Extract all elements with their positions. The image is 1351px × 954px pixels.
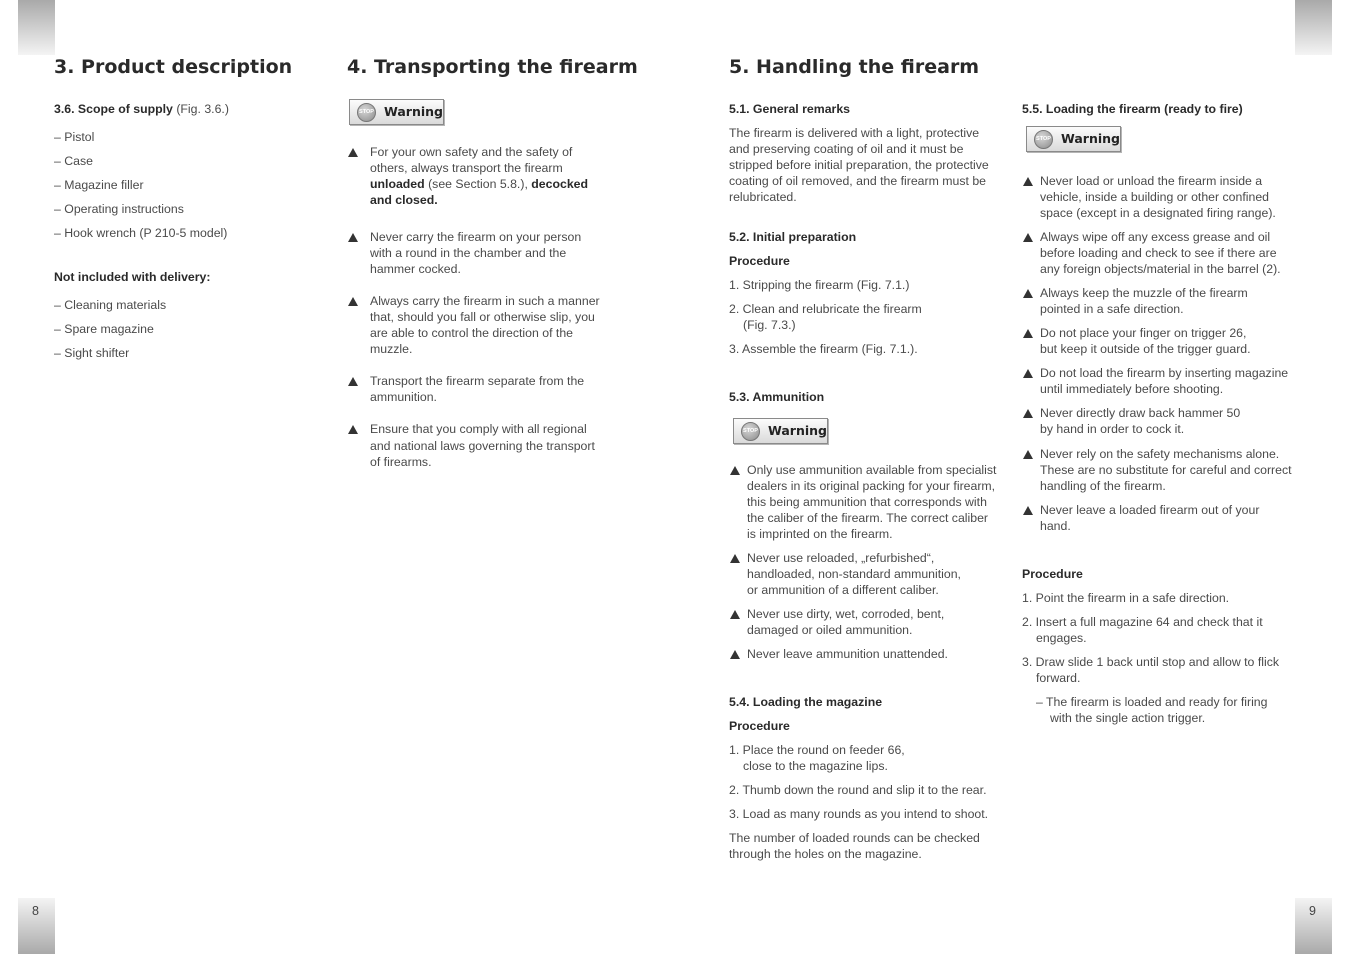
general-remarks-heading: 5.1. General remarks (729, 102, 850, 116)
ammo-warning-1: Only use ammunition available from specialist dealers in its original packing for your firearm, this being ammunition that corresponds with the caliber of the firearm. The correct caliber is imprinted on the firearm. (747, 463, 997, 541)
transport-warning-1: For your own safety and the safety of others, always transport the firearm unloaded (see Section 5.8.), decocked and closed. (370, 145, 589, 207)
transport-warning-3: Always carry the firearm in such a manner that, should you fall or otherwise slip, you are able to control the direction of the muzzle. (370, 294, 600, 356)
warning-badge (1026, 126, 1121, 152)
warning-triangle-icon (348, 377, 358, 386)
list-item: – Hook wrench (P 210-5 model) (54, 226, 228, 240)
procedure-step: 3. Assemble the firearm (Fig. 7.1.). (729, 342, 918, 356)
loading-warning-8: Never leave a loaded firearm out of your hand. (1040, 503, 1260, 533)
page-number-right: 9 (1309, 904, 1316, 918)
loading-warning-6: Never directly draw back hammer 50 by hand in order to cock it. (1040, 406, 1241, 436)
procedure-step: 1. Stripping the firearm (Fig. 7.1.) (729, 278, 910, 292)
procedure-heading: Procedure (1022, 567, 1083, 581)
supply-list (54, 125, 227, 245)
loading-warning-4: Do not place your finger on trigger 26, but keep it outside of the trigger guard. (1040, 326, 1251, 356)
list-item: – Sight shifter (54, 346, 130, 360)
warning-label: Warning (384, 104, 443, 119)
procedure-step: 3. Draw slide 1 back until stop and allow to flick forward. (1022, 655, 1279, 685)
page-tab-top-right (1295, 0, 1332, 55)
warning-triangle-icon (348, 233, 358, 242)
scope-figure-ref: (Fig. 3.6.) (172, 102, 229, 116)
section-3-title: 3. Product description (54, 56, 293, 78)
scope-of-supply-block (54, 101, 229, 117)
warning-badge (349, 99, 444, 125)
procedure-step: 1. Place the round on feeder 66, close to the magazine lips. (729, 743, 905, 773)
not-included-list (54, 293, 166, 365)
procedure-heading: Procedure (729, 719, 790, 733)
loading-warning-2: Always wipe off any excess grease and oil before loading and check to see if there are any foreign objects/material in the barrel (2). (1040, 230, 1281, 276)
magazine-note: The number of loaded rounds can be checked through the holes on the magazine. (729, 831, 980, 861)
list-item: – Cleaning materials (54, 298, 167, 312)
section-5-title: 5. Handling the firearm (729, 56, 980, 78)
warning-triangle-icon (1023, 289, 1033, 298)
list-item: – Case (54, 154, 93, 168)
general-remarks-text: The firearm is delivered with a light, protective and preserving coating of oil and it must be stripped before initial preparation, the protective coating of oil removed, and the firearm must be relubricated. (729, 126, 989, 204)
list-item: – Operating instructions (54, 202, 184, 216)
warning-triangle-icon (1023, 506, 1033, 515)
warning-badge (733, 418, 828, 444)
page-number-left: 8 (32, 904, 39, 918)
procedure-step: 1. Point the firearm in a safe direction. (1022, 591, 1230, 605)
procedure-step: 2. Clean and relubricate the firearm (Fig. 7.3.) (729, 302, 922, 332)
warning-triangle-icon (1023, 177, 1033, 186)
warning-triangle-icon (1023, 409, 1033, 418)
section-4-title: 4. Transporting the firearm (347, 56, 638, 78)
ammo-warning-3: Never use dirty, wet, corroded, bent, damaged or oiled ammunition. (747, 607, 945, 637)
procedure-heading: Procedure (729, 254, 790, 268)
transport-warning-5: Ensure that you comply with all regional and national laws governing the transport of firearms. (370, 422, 595, 469)
warning-triangle-icon (730, 554, 740, 563)
procedure-step: 2. Insert a full magazine 64 and check that it engages. (1022, 615, 1263, 645)
warning-label: Warning (768, 423, 827, 438)
ammunition-heading: 5.3. Ammunition (729, 390, 825, 404)
ammo-warning-4: Never leave ammunition unattended. (747, 647, 948, 661)
loading-firearm-heading: 5.5. Loading the firearm (ready to fire) (1022, 102, 1243, 116)
loading-magazine-heading: 5.4. Loading the magazine (729, 695, 883, 709)
procedure-step: 2. Thumb down the round and slip it to the rear. (729, 783, 987, 797)
stop-sign-icon: STOP (357, 103, 376, 122)
warning-label: Warning (1061, 131, 1120, 146)
list-item: – Magazine filler (54, 178, 144, 192)
scope-heading: 3.6. Scope of supply (54, 102, 173, 116)
loading-warning-7: Never rely on the safety mechanisms alone. These are no substitute for careful and correct handling of the firearm. (1040, 447, 1292, 493)
list-item: – Pistol (54, 130, 95, 144)
list-item: – Spare magazine (54, 322, 154, 336)
warning-triangle-icon (730, 650, 740, 659)
initial-preparation-heading: 5.2. Initial preparation (729, 230, 857, 244)
not-included-heading: Not included with delivery: (54, 270, 211, 284)
loading-warning-5: Do not load the firearm by inserting magazine until immediately before shooting. (1040, 366, 1289, 396)
warning-triangle-icon (348, 425, 358, 434)
warning-triangle-icon (348, 297, 358, 306)
warning-triangle-icon (730, 610, 740, 619)
warning-triangle-icon (1023, 369, 1033, 378)
loading-warning-1: Never load or unload the firearm inside a vehicle, inside a building or other confined space (except in a designated firing range). (1040, 174, 1276, 220)
transport-warning-2: Never carry the firearm on your person with a round in the chamber and the hammer cocked. (370, 230, 582, 276)
procedure-step: 3. Load as many rounds as you intend to shoot. (729, 807, 989, 821)
ammo-warning-2: Never use reloaded, „refurbished“, handloaded, non-standard ammunition, or ammunition of a different caliber. (747, 551, 961, 597)
warning-triangle-icon (348, 148, 358, 157)
warning-triangle-icon (1023, 450, 1033, 459)
procedure-substep: – The firearm is loaded and ready for firing with the single action trigger. (1036, 695, 1268, 725)
page-tab-top-left (18, 0, 55, 55)
stop-sign-icon: STOP (741, 422, 760, 441)
warning-triangle-icon (730, 466, 740, 475)
warning-triangle-icon (1023, 329, 1033, 338)
stop-sign-icon: STOP (1034, 130, 1053, 149)
loading-warning-3: Always keep the muzzle of the firearm pointed in a safe direction. (1040, 286, 1248, 316)
warning-triangle-icon (1023, 233, 1033, 242)
transport-warning-4: Transport the firearm separate from the ammunition. (370, 374, 585, 404)
